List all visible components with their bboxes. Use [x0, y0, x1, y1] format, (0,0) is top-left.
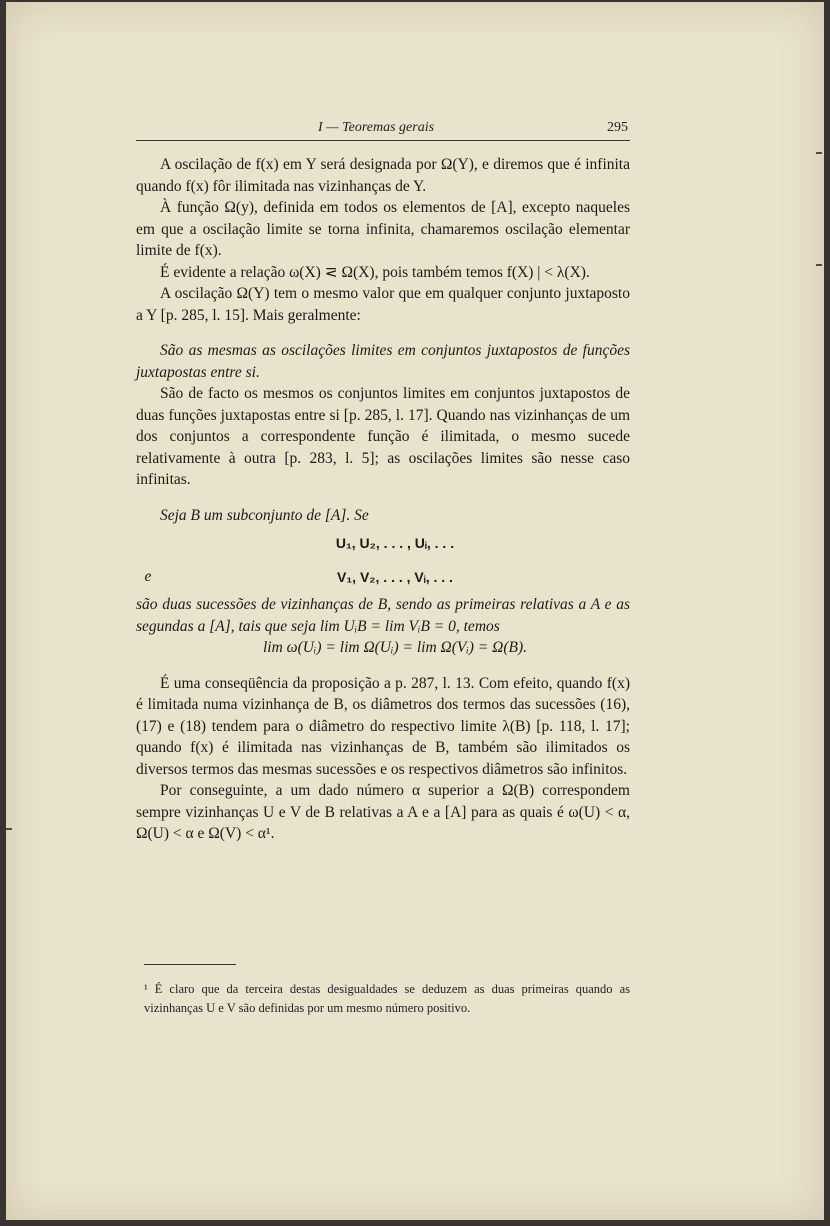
sequence-v: V₁, V₂, . . . , Vᵢ, . . .	[337, 569, 453, 585]
paragraph-evident-relation: É evidente a relação ω(X) ⋜ Ω(X), pois também temos f(X) | < λ(X).	[160, 263, 590, 281]
book-page	[6, 2, 824, 1220]
paragraph-juxtaposed: A oscilação Ω(Y) tem o mesmo valor que em qualquer conjunto juxtaposto a Y [p. 285, l. 15]. Mais geralmente:	[136, 285, 630, 324]
page-number: 295	[607, 120, 628, 135]
theorem-statement-1: São as mesmas as oscilações limites em conjuntos juxtapostos de funções juxtapostas entre si.	[136, 342, 630, 381]
theorem-intro-2: Seja B um subconjunto de [A]. Se	[160, 506, 369, 524]
margin-mark	[816, 152, 822, 154]
page-body	[136, 154, 630, 845]
paragraph-proof-2: É uma conseqüência da proposição a p. 287, l. 13. Com efeito, quando f(x) é limitada numa vizinhança de B, os diâmetros dos termos das sucessões (16), (17) e (18) tendem para o diâmetro do respectivo limite λ(B) [p. 118, l. 17]; quando f(x) é ilimitada nas vizinhanças de B, também são ilimitados os diversos termos das mesmas sucessões e os respectivos diâmetros são infinitos.	[136, 674, 630, 778]
running-title: I — Teoremas gerais	[318, 120, 435, 135]
theorem-statement-2: são duas sucessões de vizinhanças de B, sendo as primeiras relativas a A e as segundas a [A], tais que seja lim UᵢB = lim VᵢB = 0, temos	[136, 596, 630, 635]
limit-formula: lim ω(Uᵢ) = lim Ω(Uᵢ) = lim Ω(Vᵢ) = Ω(B).	[262, 639, 528, 656]
paragraph-proof-1: São de facto os mesmos os conjuntos limites em conjuntos juxtapostos de duas funções juxtapostas entre si [p. 285, l. 17]. Quando nas vizinhanças de um dos conjuntos a correspondente função é ilimitada, o mesmo sucede relativamente à outra [p. 283, l. 5]; as oscilações limites são nesse caso infinitas.	[136, 385, 630, 488]
margin-mark	[816, 264, 822, 266]
margin-mark	[6, 828, 12, 830]
sequence-block	[136, 526, 630, 594]
footnote-rule	[144, 964, 236, 965]
paragraph-oscillation-definition: A oscilação de f(x) em Y será designada por Ω(Y), e diremos que é infinita quando f(x) fôr ilimitada nas vizinhanças de Y.	[136, 156, 630, 195]
sequence-connector: e	[144, 568, 152, 585]
page-header	[136, 118, 630, 141]
paragraph-elementary-oscillation: À função Ω(y), definida em todos os elementos de [A], excepto naqueles em que a oscilação limite se torna infinita, chamaremos oscilação elementar limite de f(x).	[136, 199, 630, 259]
paragraph-consequence: Por conseguinte, a um dado número α superior a Ω(B) correspondem sempre vizinhanças U e V de B relativas a A e a [A] para as quais é ω(U) < α, Ω(U) < α e Ω(V) < α¹.	[136, 782, 630, 842]
footnote: ¹ É claro que da terceira destas desigualdades se deduzem as duas primeiras quando as vizinhanças U e V são definidas por um mesmo número positivo.	[144, 982, 630, 1015]
sequence-u: U₁, U₂, . . . , Uᵢ, . . .	[335, 535, 455, 551]
